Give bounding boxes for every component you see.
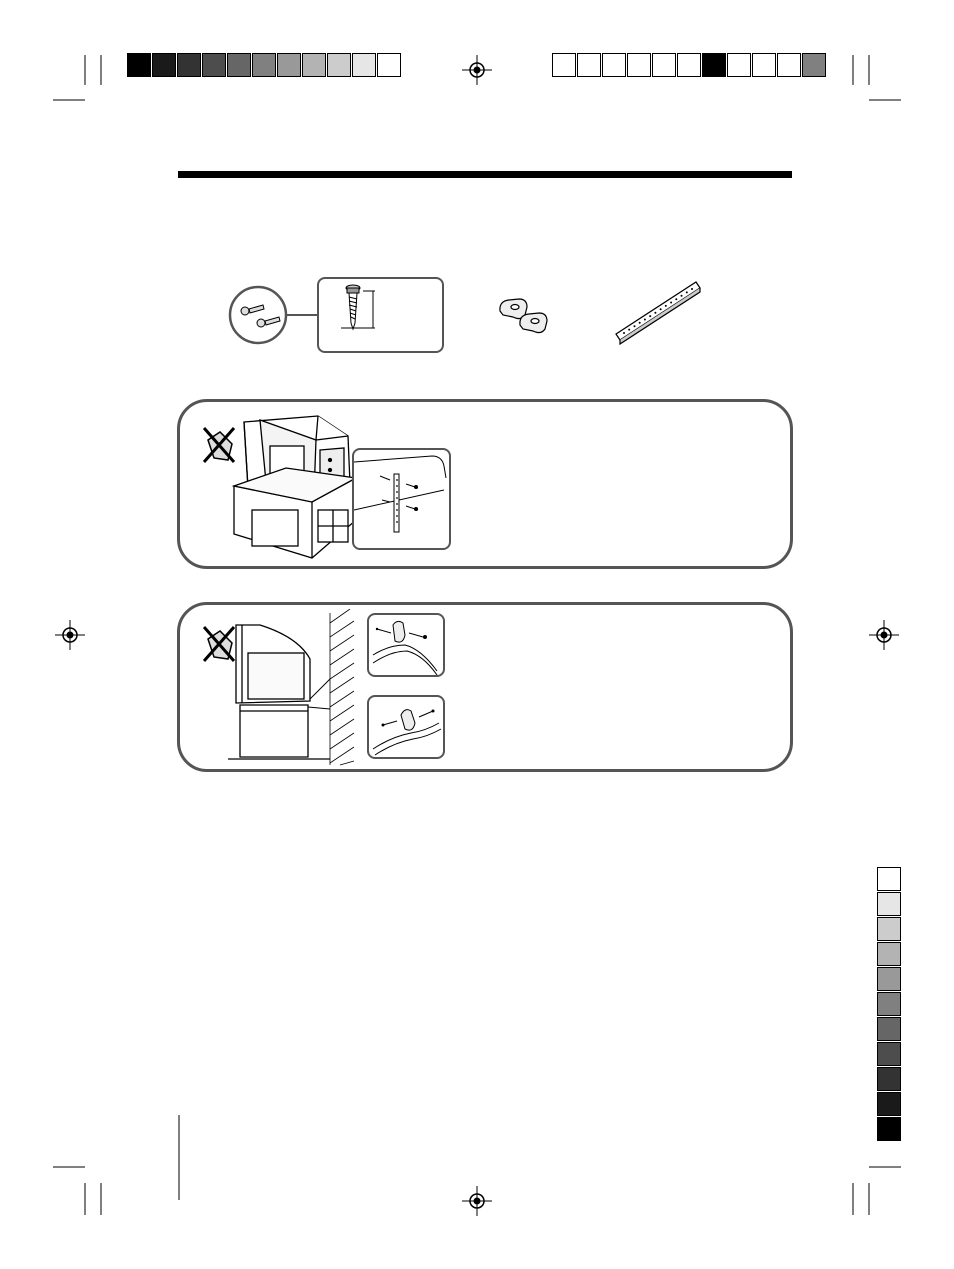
wall-clip-upper-icon [369,615,443,675]
color-swatch [177,53,201,77]
color-swatch [877,1042,901,1066]
heading-rule [178,171,792,178]
color-swatch [252,53,276,77]
gray-scale-bar-side [877,867,901,1142]
color-swatch [227,53,251,77]
color-swatch [877,1017,901,1041]
color-swatch [327,53,351,77]
wall-clip-upper-detail-box [367,613,445,677]
screws-icon [228,285,318,345]
color-swatch [152,53,176,77]
color-swatch [877,1117,901,1141]
wall-clip-lower-detail-box [367,695,445,759]
color-swatch [277,53,301,77]
color-bar-top-left [127,53,402,77]
belt-fixing-detail-icon [354,450,449,548]
color-swatch [552,53,576,77]
color-swatch [702,53,726,77]
color-swatch [877,867,901,891]
registration-target-left [55,620,85,650]
registration-target-top [462,55,492,85]
color-swatch [877,992,901,1016]
color-swatch [377,53,401,77]
color-swatch [877,892,901,916]
color-swatch [127,53,151,77]
panel-belt-fixing [177,399,793,569]
registration-target-right [869,620,899,650]
tv-on-stand-wall-fixing-icon [190,609,370,769]
color-swatch [202,53,226,77]
belt-fixing-detail-box [352,448,451,550]
color-swatch [877,967,901,991]
color-swatch [727,53,751,77]
color-swatch [602,53,626,77]
color-swatch [752,53,776,77]
color-swatch [677,53,701,77]
screw-detail-icon [319,279,442,351]
color-swatch [302,53,326,77]
wall-clip-lower-icon [369,697,443,757]
screw-detail-box [317,277,444,353]
registration-target-bottom [462,1186,492,1216]
color-swatch [877,917,901,941]
color-swatch [627,53,651,77]
cable-clips-icon [495,295,555,340]
panel-wall-fixing [177,602,793,772]
color-swatch [777,53,801,77]
support-belt-icon [612,278,704,346]
color-swatch [877,942,901,966]
color-swatch [877,1092,901,1116]
color-swatch [577,53,601,77]
color-bar-top-right [552,53,827,77]
color-swatch [652,53,676,77]
color-swatch [352,53,376,77]
color-swatch [877,1067,901,1091]
color-swatch [802,53,826,77]
